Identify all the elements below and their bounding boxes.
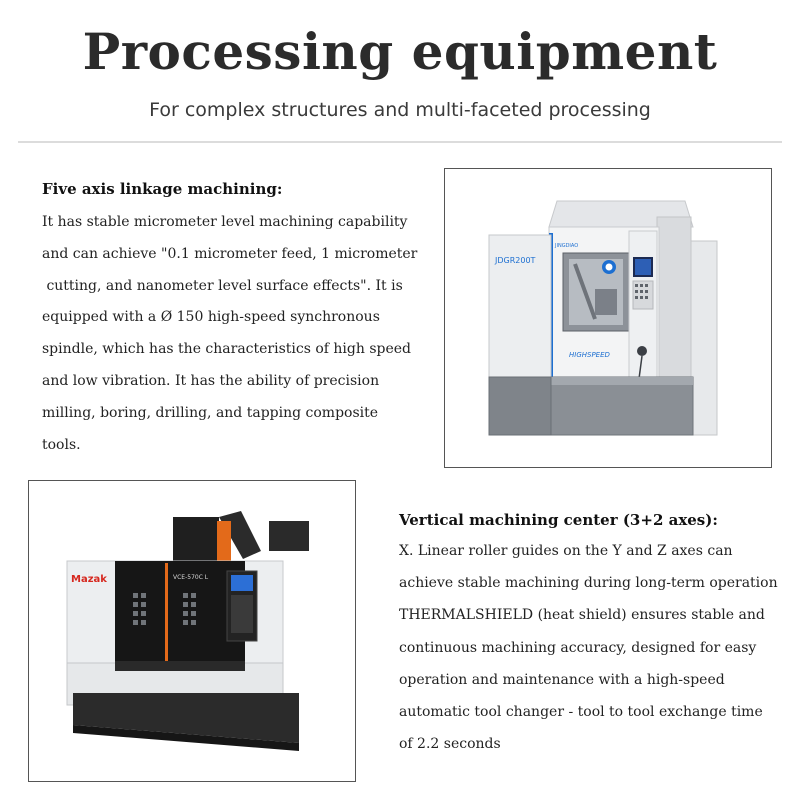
section2-line: THERMALSHIELD (heat shield) ensures stable and [399,607,765,624]
section2-line: of 2.2 seconds [399,736,501,753]
section1-line: milling, boring, drilling, and tapping composite [42,404,379,421]
vertical-machine-image [28,480,356,782]
section1-line: cutting, and nanometer level surface effects". It is [42,277,403,294]
section2-paragraph [399,535,778,760]
mazak-model-label: VCE-570C L [173,574,209,581]
section2-line: achieve stable machining during long-term operation [399,575,778,592]
section2-line: X. Linear roller guides on the Y and Z axes can [399,543,733,559]
section1-line: spindle, which has the characteristics of high speed [42,341,412,358]
section1-heading: Five axis linkage machining: [42,180,283,198]
jdgr-model-label: JDGR200T [495,256,536,265]
section1-line: tools. [42,436,81,453]
section1-line: equipped with a Ø 150 high-speed synchronous [42,309,380,326]
section1-line: It has stable micrometer level machining capability [42,214,408,230]
jdgr-badge-label: HIGHSPEED [569,351,610,359]
jdgr-brand-label: JINGDIAO [555,243,579,249]
jdgr-machine-illustration [445,169,771,467]
page-subtitle: For complex structures and multi-faceted processing [149,99,651,121]
mazak-brand-label: Mazak [71,574,107,585]
section1-paragraph [42,207,417,461]
section2-line: automatic tool changer - tool to tool exchange time [399,704,763,721]
section1-line: and can achieve "0.1 micrometer feed, 1 micrometer [42,245,418,262]
mazak-machine-illustration [29,481,355,781]
section2-line: operation and maintenance with a high-speed [399,671,725,688]
five-axis-machine-image [444,168,772,468]
section2-heading: Vertical machining center (3+2 axes): [399,511,718,529]
section2-line: continuous machining accuracy, designed for easy [399,639,757,656]
page-title: Processing equipment [82,22,718,81]
header-divider [18,141,782,143]
section1-line: and low vibration. It has the ability of precision [42,372,380,389]
